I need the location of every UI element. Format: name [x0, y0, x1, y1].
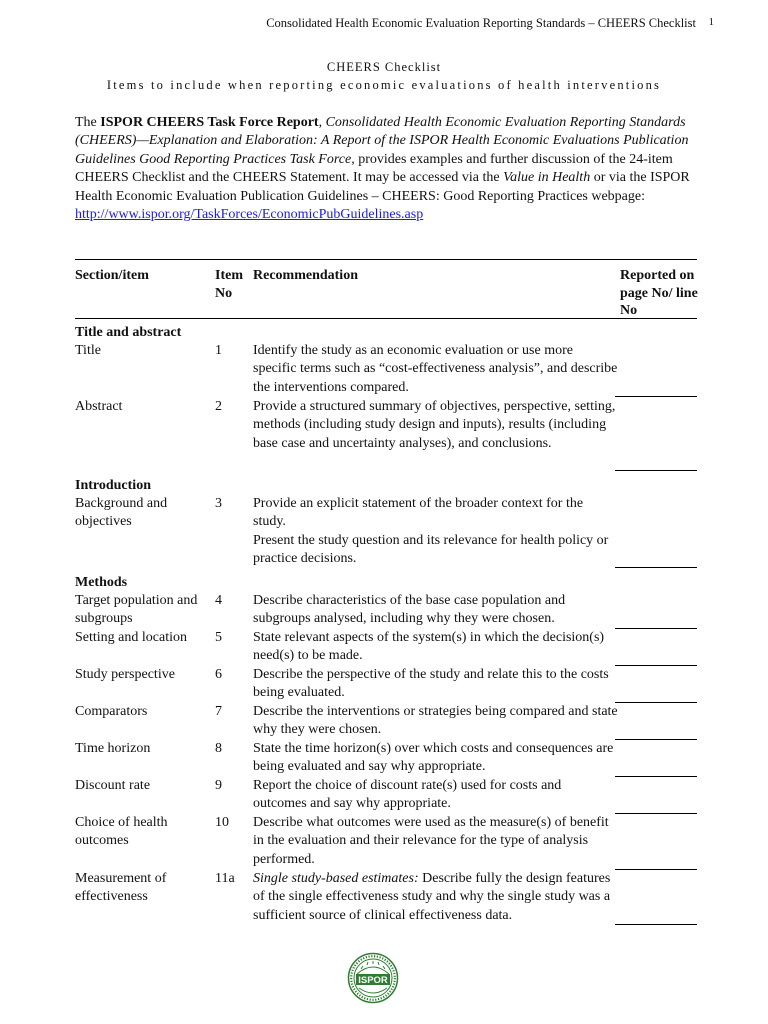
reported-blank [615, 628, 697, 629]
section-methods: Methods [75, 575, 128, 590]
intro-paragraph [75, 114, 697, 224]
item-recommendation: Identify the study as an economic evaluation or use more specific terms such as “cost-effectiveness analysis”, and describe the interventions compared. [253, 343, 618, 395]
guidelines-link[interactable]: http://www.ispor.org/TaskForces/EconomicPubGuidelines.asp [75, 207, 424, 223]
intro-comma: , [318, 115, 326, 130]
item-number: 11a [215, 871, 235, 886]
recommendation-italic-lead: Single study-based estimates: [253, 871, 419, 886]
item-name: Comparators [75, 704, 148, 719]
item-name: Abstract [75, 399, 123, 414]
running-header [266, 16, 714, 31]
section-introduction: Introduction [75, 478, 151, 493]
header-section: Section/item [75, 268, 149, 283]
item-name: Setting and location [75, 630, 187, 645]
recommendation-line-2: Present the study question and its relevance for health policy or practice decisions. [253, 532, 609, 567]
item-number: 1 [215, 343, 222, 358]
ispor-logo [347, 952, 399, 1004]
table-header [75, 260, 697, 318]
intro-the: The [75, 115, 101, 130]
reported-blank [615, 813, 697, 814]
item-number: 6 [215, 667, 222, 682]
reported-blank [615, 869, 697, 870]
reported-blank [615, 739, 697, 740]
header-reported: Reported on page No/ line No [620, 268, 698, 318]
item-recommendation: Describe the perspective of the study and relate this to the costs being evaluated. [253, 667, 609, 701]
header-item-no: Item No [215, 268, 243, 301]
reported-blank [615, 776, 697, 777]
item-number: 4 [215, 593, 222, 608]
item-name: Choice of health outcomes [75, 815, 168, 849]
document-subtitle: Items to include when reporting economic evaluations of health interventions [106, 78, 662, 92]
item-recommendation: Provide a structured summary of objectives, perspective, setting, methods (including study design and inputs), results (including base case and uncertainty analyses), and conclusions. [253, 399, 616, 451]
item-name: Time horizon [75, 741, 151, 756]
item-name: Study perspective [75, 667, 175, 682]
header-recommendation: Recommendation [253, 268, 358, 283]
item-recommendation: State the time horizon(s) over which costs and consequences are being evaluated and say why appropriate. [253, 741, 614, 775]
page-number: 1 [708, 16, 714, 28]
item-name: Measurement of effectiveness [75, 871, 167, 905]
report-title: Consolidated Health Economic Evaluation Reporting Standards (CHEERS)—Explanation and Elaboration: A Report of the ISPOR Health Economic Evaluations Publication Guidelines Good Reporting Practices Task Force, [75, 115, 689, 167]
item-recommendation [253, 870, 618, 925]
reported-blank [615, 567, 697, 568]
intro-text-2: or via the ISPOR Health Economic Evaluation Publication Guidelines – CHEERS: Good Reporting Practices webpage: [75, 170, 690, 204]
item-number: 3 [215, 496, 222, 511]
item-name: Target population and subgroups [75, 593, 198, 627]
item-number: 10 [215, 815, 229, 830]
title-block [0, 60, 768, 93]
item-recommendation: Describe what outcomes were used as the measure(s) of benefit in the evaluation and their relevance for the type of analysis performed. [253, 815, 609, 867]
item-number: 2 [215, 399, 222, 414]
item-recommendation: Describe characteristics of the base case population and subgroups analysed, including why they were chosen. [253, 593, 566, 627]
reported-blank [615, 924, 697, 925]
item-recommendation: Report the choice of discount rate(s) used for costs and outcomes and say why appropriate. [253, 778, 562, 812]
reported-blank [615, 396, 697, 397]
item-number: 8 [215, 741, 222, 756]
logo-text: ISPOR [358, 975, 388, 986]
report-name: ISPOR CHEERS Task Force Report [100, 115, 319, 130]
document-title: CHEERS Checklist [326, 60, 442, 74]
item-name: Background and objectives [75, 496, 168, 530]
item-recommendation [253, 495, 618, 569]
section-title-abstract: Title and abstract [75, 325, 182, 340]
item-recommendation: State relevant aspects of the system(s) in which the decision(s) need(s) to be made. [253, 630, 605, 664]
recommendation-line-1: Provide an explicit statement of the broader context for the study. [253, 496, 584, 530]
reported-blank [615, 665, 697, 666]
running-title: Consolidated Health Economic Evaluation Reporting Standards – CHEERS Checklist [266, 16, 696, 30]
item-name: Title [75, 343, 101, 358]
item-recommendation: Describe the interventions or strategies being compared and state why they were chosen. [253, 704, 618, 738]
reported-blank [615, 470, 697, 471]
item-number: 9 [215, 778, 222, 793]
recommendation-text: Describe fully the design features of the single effectiveness study and why the single study was a sufficient source of clinical effectiveness data. [253, 871, 611, 923]
item-number: 7 [215, 704, 222, 719]
table-header-rule [75, 318, 697, 319]
journal-name: Value in Health [503, 170, 591, 186]
reported-blank [615, 702, 697, 703]
item-number: 5 [215, 630, 222, 645]
intro-text-1: provides examples and further discussion of the 24-item CHEERS Checklist and the CHEERS Statement. It may be accessed via the [75, 151, 673, 186]
checklist-table [75, 259, 698, 923]
item-name: Discount rate [75, 778, 151, 793]
